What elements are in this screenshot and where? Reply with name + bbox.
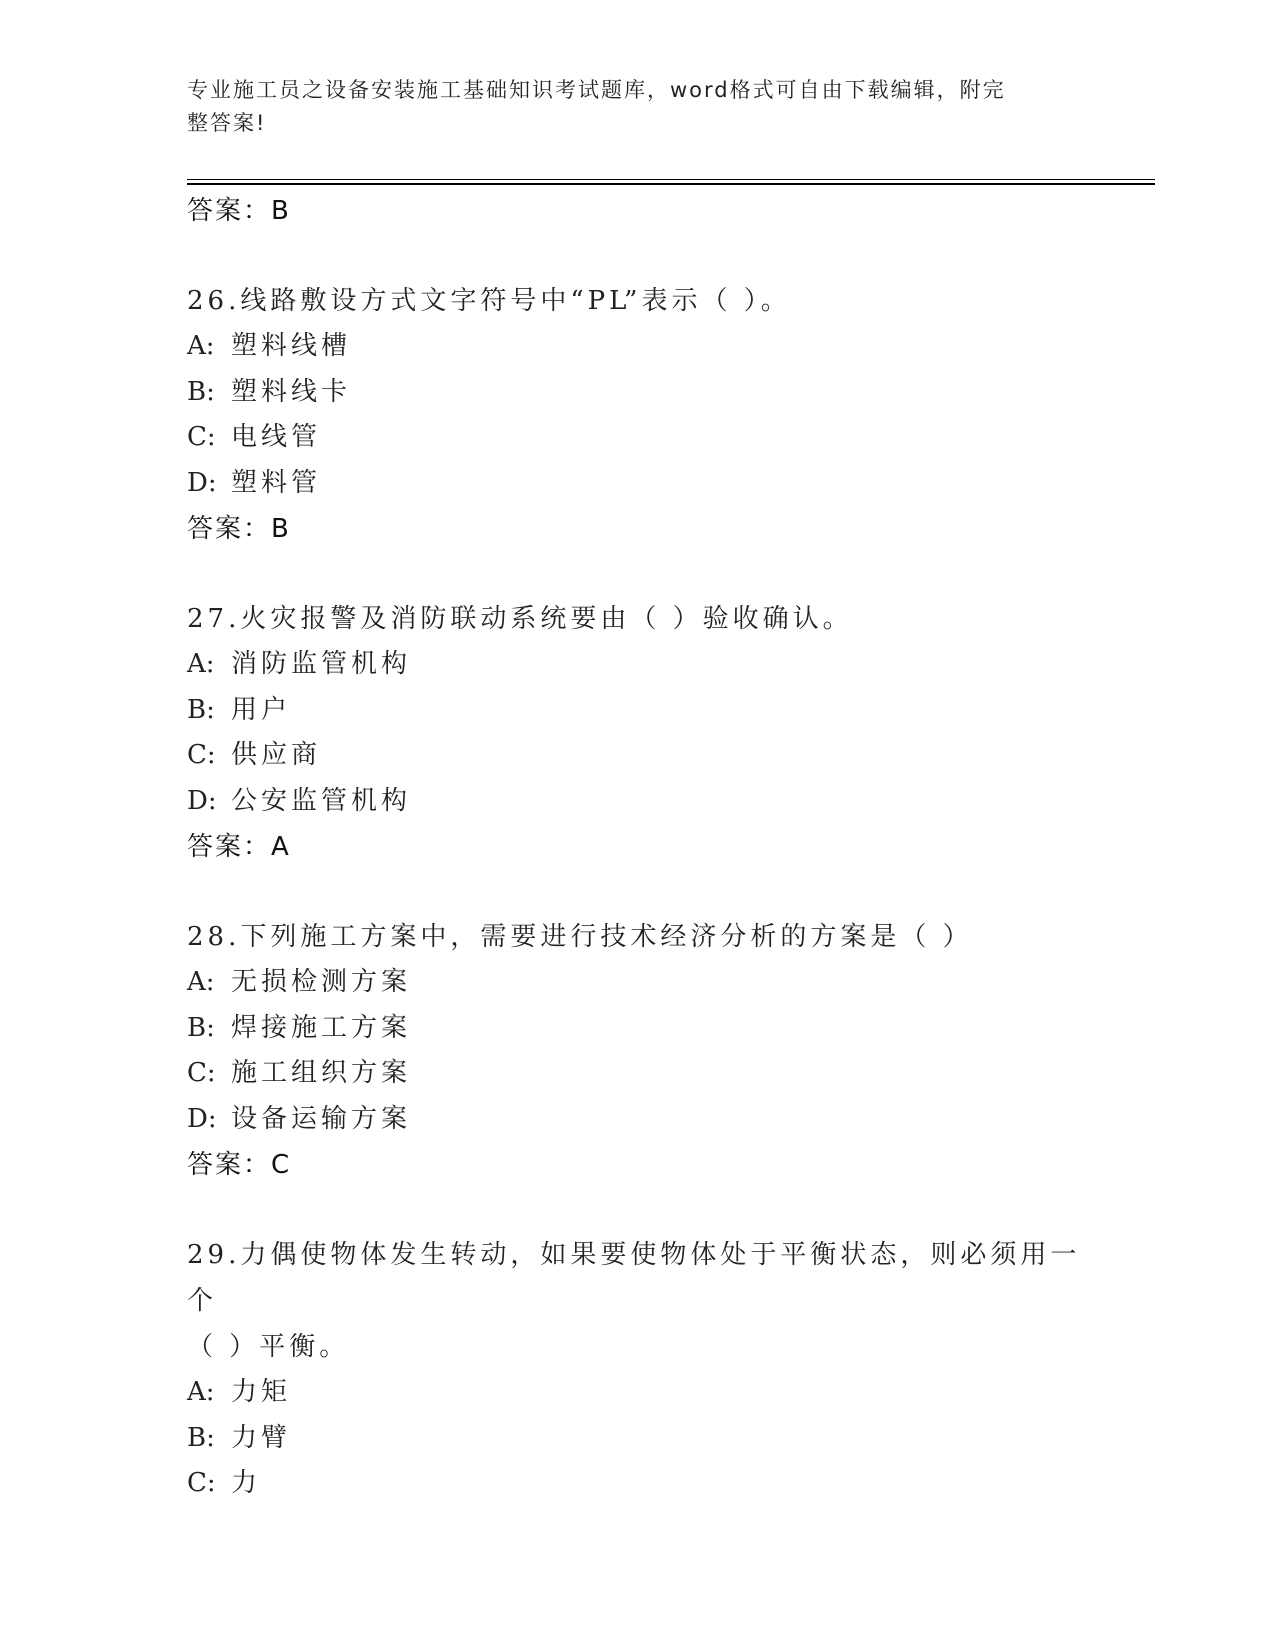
option-c: C: 施工组织方案 (187, 1058, 412, 1088)
option-a: A: 消防监管机构 (187, 649, 412, 679)
answer-line: 答案：C (187, 1150, 292, 1180)
document-header (187, 74, 1067, 140)
spacer (187, 870, 1087, 914)
option-d: D: 公安监管机构 (187, 785, 412, 816)
option-c: C: 供应商 (187, 740, 322, 770)
option-a: A: 无损检测方案 (187, 967, 412, 997)
option-b: B: 焊接施工方案 (187, 1012, 412, 1043)
document-body (187, 188, 1087, 1507)
question-block (187, 278, 1087, 552)
option-b: B: 力臂 (187, 1422, 292, 1453)
header-line-1: 专业施工员之设备安装施工基础知识考试题库，word格式可自由下载编辑，附完 (187, 78, 1006, 102)
option-c: C: 力 (187, 1468, 262, 1498)
question-text: 26.线路敷设方式文字符号中“PL”表示（ ）。 (187, 286, 791, 316)
answer-line: 答案：A (187, 832, 291, 862)
option-a: A: 塑料线槽 (187, 331, 352, 361)
question-text: 28.下列施工方案中，需要进行技术经济分析的方案是（ ） (187, 922, 973, 952)
spacer (187, 234, 1087, 278)
header-divider-thin (187, 179, 1155, 180)
option-d: D: 塑料管 (187, 467, 322, 498)
option-a: A: 力矩 (187, 1377, 292, 1407)
header-divider-thick (187, 183, 1155, 185)
option-d: D: 设备运输方案 (187, 1103, 412, 1134)
question-text-continued: （ ）平衡。 (187, 1332, 350, 1362)
question-text: 29.力偶使物体发生转动，如果要使物体处于平衡状态，则必须用一个 (187, 1240, 1081, 1316)
header-line-2: 整答案! (187, 111, 267, 135)
question-block (187, 1232, 1087, 1507)
answer-line: 答案：B (187, 196, 291, 226)
spacer (187, 552, 1087, 596)
option-b: B: 用户 (187, 694, 292, 725)
spacer (187, 1188, 1087, 1232)
option-b: B: 塑料线卡 (187, 376, 352, 407)
option-c: C: 电线管 (187, 422, 322, 452)
question-text: 27.火灾报警及消防联动系统要由（ ）验收确认。 (187, 604, 853, 634)
question-block (187, 914, 1087, 1188)
answer-line: 答案：B (187, 514, 291, 544)
question-block (187, 596, 1087, 870)
